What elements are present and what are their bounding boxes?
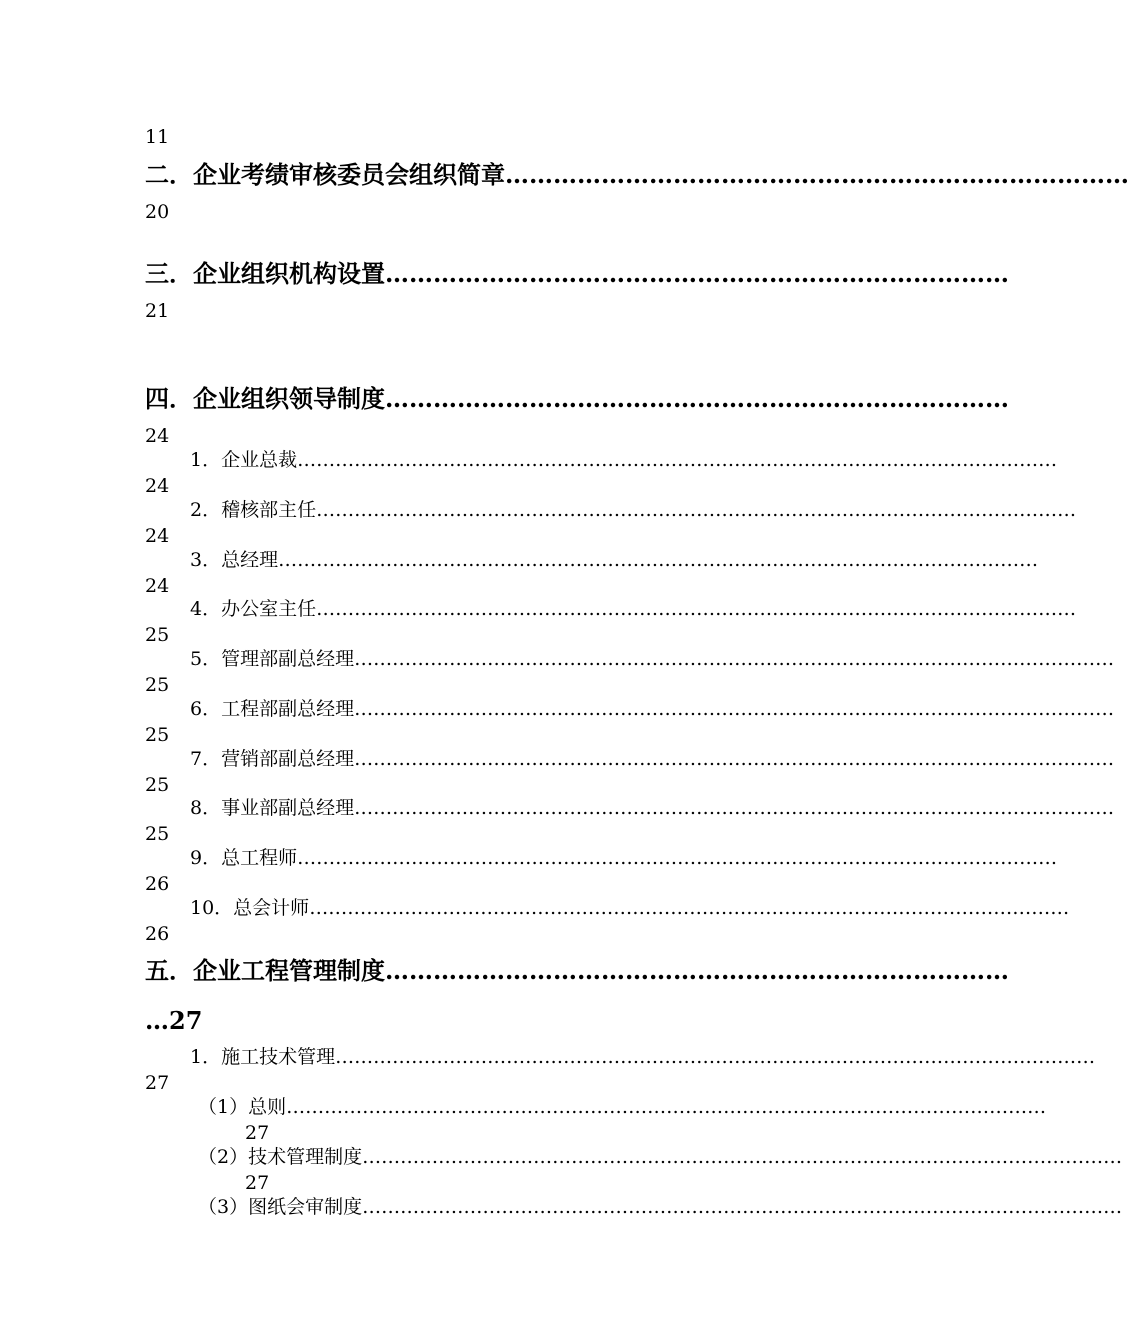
toc-entry[interactable] [198, 1145, 1123, 1169]
leader-dots: ………………………………………………………………………………………………………… [354, 797, 1115, 819]
toc-entry-label: 9．总工程师 [190, 847, 298, 869]
page-number: 24 [145, 525, 170, 547]
toc-entry-label: 7．营销部副总经理 [190, 748, 355, 770]
page-number: 27 [245, 1172, 270, 1194]
page-number: 25 [145, 823, 170, 845]
page-number: 27 [245, 1122, 270, 1144]
toc-entry[interactable] [190, 448, 1058, 472]
toc-entry-label: 6．工程部副总经理 [190, 698, 355, 720]
toc-entry-label: 二．企业考绩审核委员会组织简章 [145, 160, 505, 189]
leader-dots: ………………………………………………………………………………………………………… [316, 598, 1077, 620]
toc-entry[interactable] [198, 1095, 1047, 1119]
leader-dots: …………………………………………………………………… [385, 259, 1009, 288]
toc-entry-label: 四．企业组织领导制度 [145, 384, 385, 413]
page-number: 25 [145, 674, 170, 696]
toc-entry[interactable] [190, 597, 1077, 621]
toc-entry-label: 8．事业部副总经理 [190, 797, 355, 819]
leader-dots: ………………………………………………………………………………………………………… [286, 1096, 1047, 1118]
page-number: 27 [145, 1072, 170, 1094]
toc-entry-sec5[interactable] [145, 956, 1009, 986]
toc-entry-label: 五．企业工程管理制度 [145, 956, 385, 985]
leader-dots: ………………………………………………………………………………………………………… [309, 897, 1070, 919]
toc-entry-label: 1．施工技术管理 [190, 1046, 336, 1068]
toc-entry-sec4[interactable] [145, 384, 1009, 414]
leader-dots: ………………………………………………………………………………………………………… [362, 1196, 1123, 1218]
toc-entry-sec2[interactable] [145, 160, 1129, 190]
page-number: 24 [145, 475, 170, 497]
page-number: 20 [145, 201, 170, 223]
toc-entry[interactable] [190, 498, 1077, 522]
toc-entry[interactable] [190, 548, 1039, 572]
toc-entry-label: 2．稽核部主任 [190, 499, 317, 521]
toc-entry-label: 5．管理部副总经理 [190, 648, 355, 670]
leader-dots: ………………………………………………………………………………………………………… [297, 449, 1058, 471]
toc-entry[interactable] [190, 697, 1115, 721]
toc-entry-label: （3）图纸会审制度 [198, 1196, 363, 1218]
leader-dots: ………………………………………………………………………………………………………… [335, 1046, 1096, 1068]
toc-entry[interactable] [190, 846, 1058, 870]
leader-dots: ………………………………………………………………………………………………………… [354, 698, 1115, 720]
page-number: 25 [145, 624, 170, 646]
leader-dots: ………………………………………………………………………………………………………… [362, 1146, 1123, 1168]
toc-entry-label: 10．总会计师 [190, 897, 310, 919]
toc-entry[interactable] [190, 747, 1115, 771]
leader-dots: ………………………………………………………………………………………………………… [354, 748, 1115, 770]
page-number: 26 [145, 873, 170, 895]
page-number: …27 [145, 1006, 203, 1035]
toc-entry-label: 三．企业组织机构设置 [145, 259, 385, 288]
page-number: 24 [145, 575, 170, 597]
page-number: 25 [145, 774, 170, 796]
page-number: 11 [145, 126, 170, 148]
leader-dots: ………………………………………………………………………………………………………… [354, 648, 1115, 670]
leader-dots: ………………………………………………………………………………………………………… [297, 847, 1058, 869]
leader-dots: …………………………………………………………………… [385, 956, 1009, 985]
leader-dots: ………………………………………………………………………………………………………… [316, 499, 1077, 521]
page-number: 21 [145, 300, 170, 322]
page-number: 24 [145, 425, 170, 447]
leader-dots: …………………………………………………………………… [385, 384, 1009, 413]
toc-entry-label: 3．总经理 [190, 549, 279, 571]
toc-entry[interactable] [190, 1045, 1096, 1069]
leader-dots: …………………………………………………………………… [505, 160, 1129, 189]
toc-entry[interactable] [190, 647, 1115, 671]
page-number: 25 [145, 724, 170, 746]
page-number: 26 [145, 923, 170, 945]
leader-dots: ………………………………………………………………………………………………………… [278, 549, 1039, 571]
toc-entry-sec3[interactable] [145, 259, 1009, 289]
toc-entry-label: 1．企业总裁 [190, 449, 298, 471]
toc-entry-label: （1）总则 [198, 1096, 287, 1118]
toc-entry-label: （2）技术管理制度 [198, 1146, 363, 1168]
toc-entry[interactable] [190, 896, 1070, 920]
toc-entry[interactable] [190, 796, 1115, 820]
toc-entry-label: 4．办公室主任 [190, 598, 317, 620]
toc-entry[interactable] [198, 1195, 1123, 1219]
